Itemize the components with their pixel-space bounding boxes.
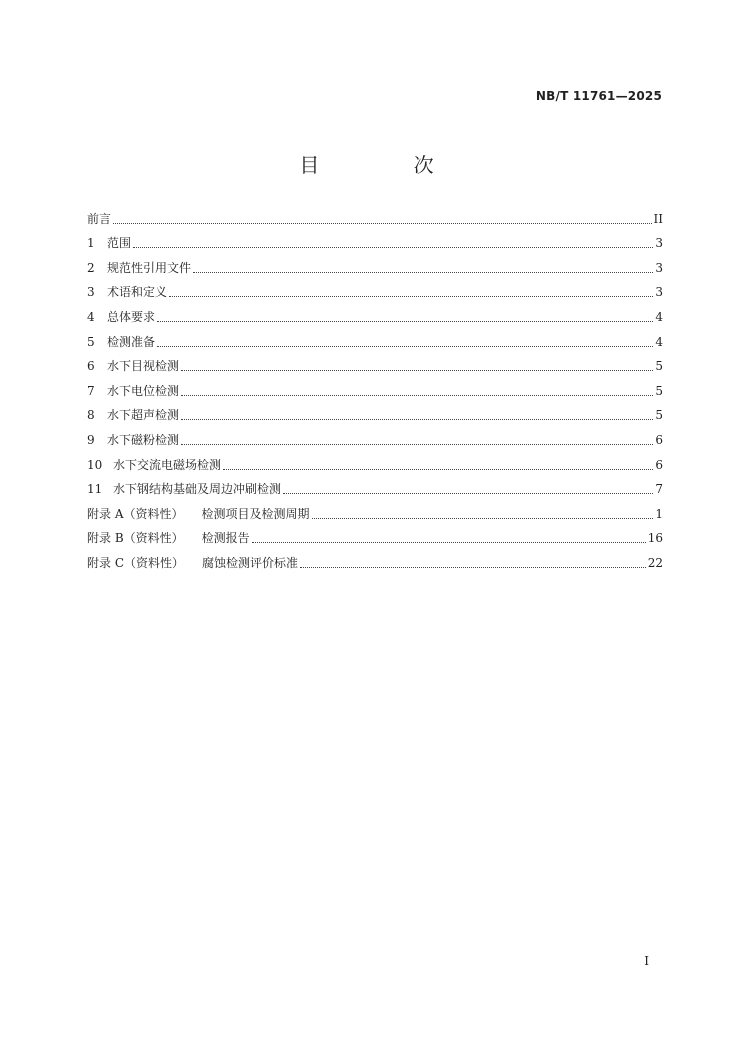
toc-leader-dots xyxy=(181,432,653,445)
toc-leader-dots xyxy=(300,555,646,568)
toc-entry-appendix-b[interactable] xyxy=(87,522,663,547)
toc-leader-dots xyxy=(157,309,653,322)
toc-entry-page: 4 xyxy=(655,309,663,324)
toc-entry-appendix-c[interactable] xyxy=(87,546,663,571)
toc-entry-page: 3 xyxy=(655,260,663,275)
toc-entry-label: 水下超声检测 xyxy=(107,408,180,423)
toc-entry-5[interactable] xyxy=(87,325,663,350)
toc-entry-page: 6 xyxy=(655,432,663,447)
toc-entry-number: 3 xyxy=(87,285,95,300)
toc-leader-dots xyxy=(193,260,653,273)
toc-appendix-tag: 附录 A（资料性） xyxy=(87,506,184,521)
toc-leader-dots xyxy=(283,481,653,494)
toc-entry-page: 7 xyxy=(655,482,663,497)
toc-entry-number: 11 xyxy=(87,482,103,497)
toc-entry-page: 3 xyxy=(655,236,663,251)
toc-entry-4[interactable] xyxy=(87,300,663,325)
toc-entry-9[interactable] xyxy=(87,423,663,448)
toc-leader-dots xyxy=(181,407,653,420)
toc-leader-dots xyxy=(181,358,653,371)
toc-entry-number: 9 xyxy=(87,432,95,447)
toc-entry-label: 水下电位检测 xyxy=(107,383,180,398)
toc-entry-number: 6 xyxy=(87,359,95,374)
toc-entry-page: 3 xyxy=(655,285,663,300)
toc-entry-number: 4 xyxy=(87,309,95,324)
toc-leader-dots xyxy=(169,284,653,297)
footer-page-number: I xyxy=(644,954,649,968)
toc-leader-dots xyxy=(223,457,653,470)
toc-entry-11[interactable] xyxy=(87,473,663,498)
toc-entry-page: 16 xyxy=(647,531,663,546)
toc-entry-number: 7 xyxy=(87,383,95,398)
toc-entry-label: 检测报告 xyxy=(201,531,250,546)
toc-entry-page: 1 xyxy=(655,506,663,521)
toc-entry-label: 范围 xyxy=(107,236,132,251)
table-of-contents xyxy=(87,202,663,571)
toc-entry-6[interactable] xyxy=(87,350,663,375)
toc-entry-page: 5 xyxy=(655,359,663,374)
toc-entry-number: 2 xyxy=(87,260,95,275)
toc-leader-dots xyxy=(157,334,653,347)
toc-entry-label: 检测项目及检测周期 xyxy=(201,506,310,521)
toc-leader-dots xyxy=(312,506,654,519)
toc-entry-label: 水下钢结构基础及周边冲刷检测 xyxy=(113,482,282,497)
toc-entry-label: 总体要求 xyxy=(107,309,156,324)
toc-entry-number: 10 xyxy=(87,457,103,472)
toc-entry-label: 检测准备 xyxy=(107,334,156,349)
toc-entry-foreword[interactable] xyxy=(87,202,663,227)
toc-entry-7[interactable] xyxy=(87,374,663,399)
toc-entry-label: 水下磁粉检测 xyxy=(107,432,180,447)
toc-leader-dots xyxy=(113,211,652,224)
standard-code: NB/T 11761—2025 xyxy=(535,89,662,103)
toc-entry-number: 8 xyxy=(87,408,95,423)
toc-entry-8[interactable] xyxy=(87,399,663,424)
toc-leader-dots xyxy=(181,383,653,396)
toc-appendix-tag: 附录 C（资料性） xyxy=(87,555,184,570)
toc-leader-dots xyxy=(252,530,646,543)
toc-entry-label: 腐蚀检测评价标准 xyxy=(202,555,299,570)
toc-entry-label: 水下目视检测 xyxy=(107,359,180,374)
toc-entry-number: 5 xyxy=(87,334,95,349)
toc-entry-1[interactable] xyxy=(87,227,663,252)
toc-entry-page: 6 xyxy=(655,457,663,472)
toc-entry-page: 4 xyxy=(655,334,663,349)
toc-appendix-tag: 附录 B（资料性） xyxy=(87,531,184,546)
toc-entry-label: 前言 xyxy=(87,211,112,226)
toc-entry-label: 水下交流电磁场检测 xyxy=(113,457,222,472)
toc-entry-page: 5 xyxy=(655,383,663,398)
toc-entry-appendix-a[interactable] xyxy=(87,497,663,522)
toc-entry-page: 5 xyxy=(655,408,663,423)
page-title: 目 次 xyxy=(299,153,478,177)
toc-entry-2[interactable] xyxy=(87,251,663,276)
toc-entry-label: 规范性引用文件 xyxy=(107,260,192,275)
toc-entry-label: 术语和定义 xyxy=(107,285,168,300)
toc-entry-10[interactable] xyxy=(87,448,663,473)
toc-entry-number: 1 xyxy=(87,236,95,251)
toc-leader-dots xyxy=(133,235,653,248)
toc-entry-page: II xyxy=(653,211,663,226)
toc-entry-3[interactable] xyxy=(87,276,663,301)
toc-entry-page: 22 xyxy=(647,555,663,570)
